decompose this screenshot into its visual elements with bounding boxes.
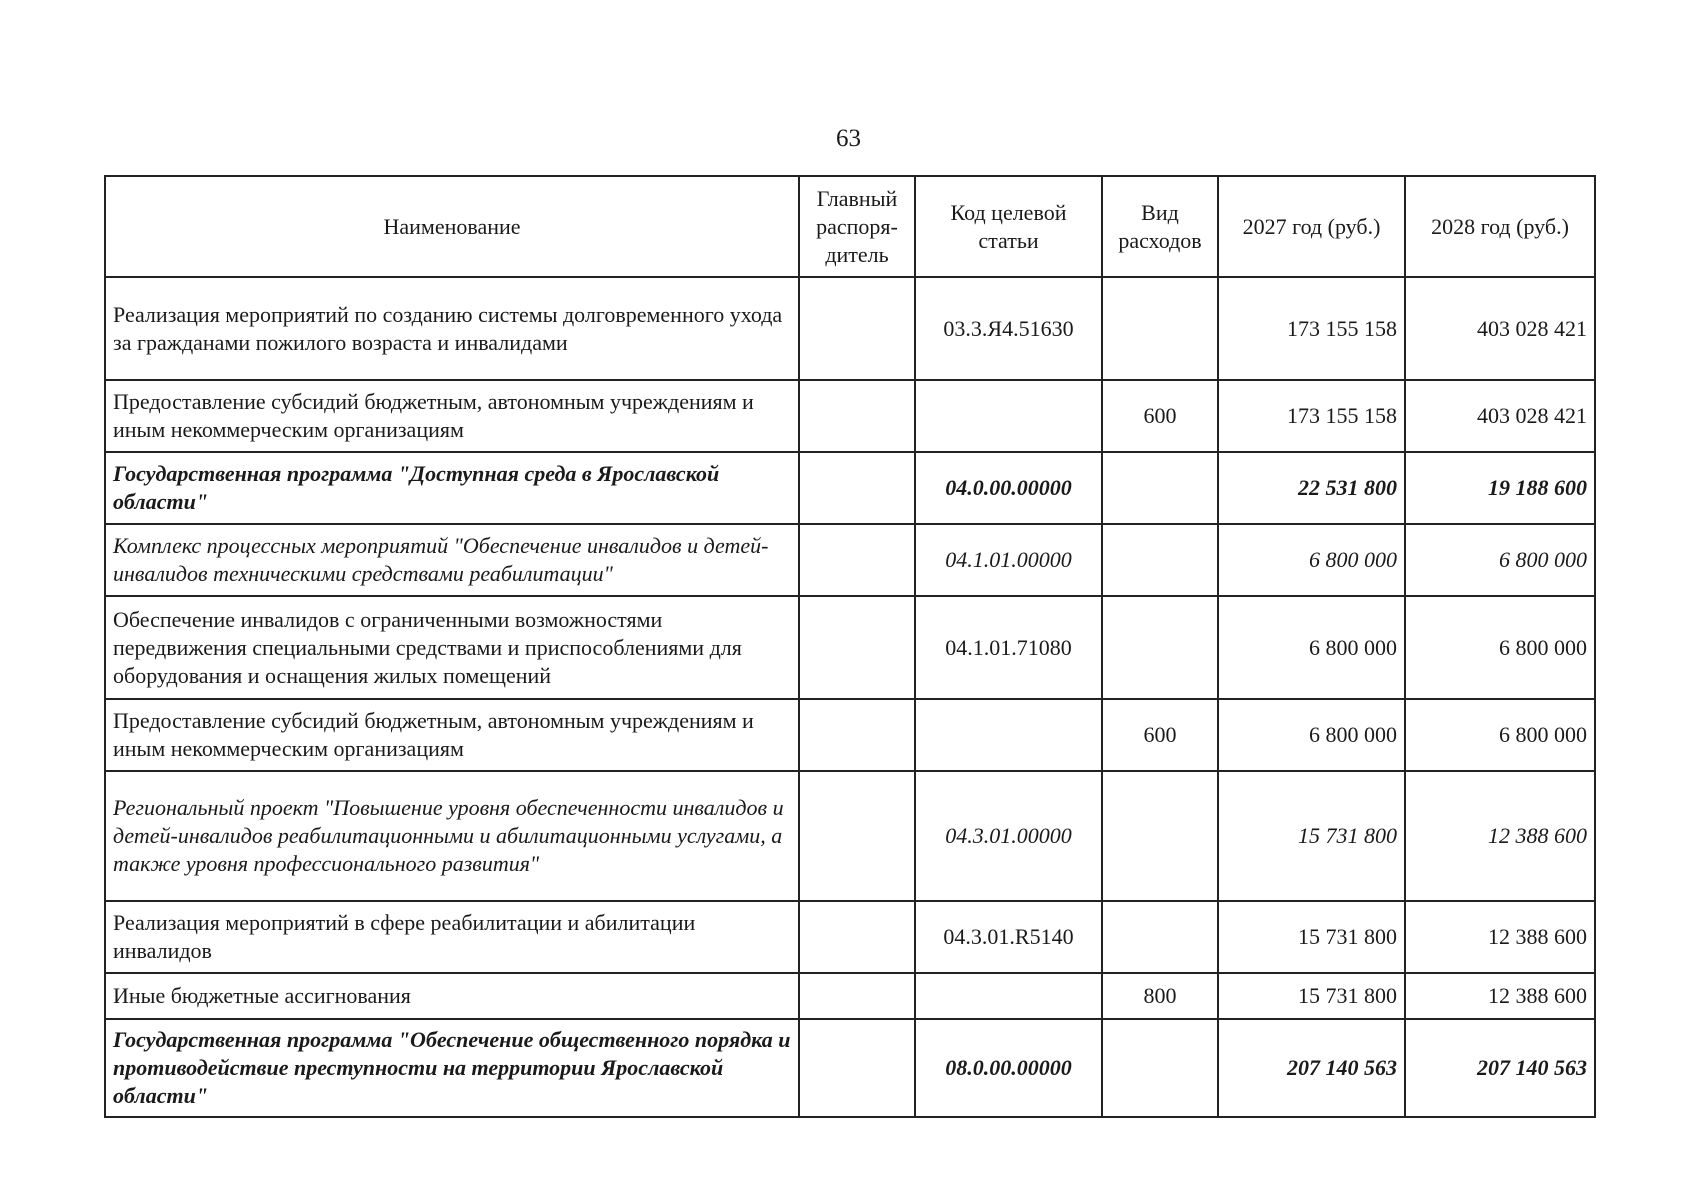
header-kind: Вид расходов (1102, 176, 1218, 277)
row-admin (799, 699, 915, 771)
row-code: 04.1.01.71080 (915, 596, 1102, 699)
row-kind: 600 (1102, 699, 1218, 771)
row-2028: 6 800 000 (1405, 699, 1595, 771)
row-2027: 207 140 563 (1218, 1019, 1405, 1117)
row-kind (1102, 524, 1218, 596)
row-kind (1102, 596, 1218, 699)
table-row (105, 771, 1595, 901)
row-kind (1102, 901, 1218, 973)
row-2027: 15 731 800 (1218, 973, 1405, 1019)
row-2028: 207 140 563 (1405, 1019, 1595, 1117)
row-admin (799, 973, 915, 1019)
row-code: 03.3.Я4.51630 (915, 277, 1102, 380)
table-row (105, 973, 1595, 1019)
row-2027: 6 800 000 (1218, 524, 1405, 596)
row-2027: 173 155 158 (1218, 380, 1405, 452)
table-row (105, 452, 1595, 524)
row-kind: 600 (1102, 380, 1218, 452)
page-number: 63 (836, 125, 861, 152)
row-code: 04.0.00.00000 (915, 452, 1102, 524)
row-admin (799, 1019, 915, 1117)
row-admin (799, 524, 915, 596)
row-name: Предоставление субсидий бюджетным, автономным учреждениям и иным некоммерческим организациям (105, 699, 799, 771)
row-2028: 6 800 000 (1405, 596, 1595, 699)
row-kind (1102, 452, 1218, 524)
row-kind: 800 (1102, 973, 1218, 1019)
table-row (105, 596, 1595, 699)
row-2027: 173 155 158 (1218, 277, 1405, 380)
table-row (105, 1019, 1595, 1117)
row-admin (799, 771, 915, 901)
table-row (105, 380, 1595, 452)
budget-table (104, 175, 1596, 1118)
row-name: Иные бюджетные ассигнования (105, 973, 799, 1019)
row-admin (799, 596, 915, 699)
table-row (105, 524, 1595, 596)
header-name: Наименование (105, 176, 799, 277)
row-admin (799, 452, 915, 524)
row-kind (1102, 1019, 1218, 1117)
row-name: Региональный проект "Повышение уровня обеспеченности инвалидов и детей-инвалидов реабилитационными и абилитационными услугами, а также уровня профессионального развития" (105, 771, 799, 901)
row-kind (1102, 771, 1218, 901)
row-2028: 403 028 421 (1405, 380, 1595, 452)
table-row (105, 901, 1595, 973)
row-name: Реализация мероприятий в сфере реабилитации и абилитации инвалидов (105, 901, 799, 973)
table-header-row (105, 176, 1595, 277)
row-admin (799, 380, 915, 452)
row-code (915, 699, 1102, 771)
row-2028: 403 028 421 (1405, 277, 1595, 380)
row-name: Предоставление субсидий бюджетным, автономным учреждениям и иным некоммерческим организациям (105, 380, 799, 452)
row-name: Обеспечение инвалидов с ограниченными возможностями передвижения специальными средствами и приспособлениями для оборудования и оснащения жилых помещений (105, 596, 799, 699)
row-code: 04.3.01.R5140 (915, 901, 1102, 973)
row-name: Реализация мероприятий по созданию системы долговременного ухода за гражданами пожилого возраста и инвалидами (105, 277, 799, 380)
row-2027: 6 800 000 (1218, 699, 1405, 771)
row-2027: 22 531 800 (1218, 452, 1405, 524)
row-code: 04.1.01.00000 (915, 524, 1102, 596)
row-2028: 12 388 600 (1405, 901, 1595, 973)
row-2028: 19 188 600 (1405, 452, 1595, 524)
row-2028: 6 800 000 (1405, 524, 1595, 596)
row-code: 08.0.00.00000 (915, 1019, 1102, 1117)
row-code (915, 380, 1102, 452)
row-name: Государственная программа "Доступная среда в Ярославской области" (105, 452, 799, 524)
table-row (105, 277, 1595, 380)
row-name: Государственная программа "Обеспечение общественного порядка и противодействие преступности на территории Ярославской области" (105, 1019, 799, 1117)
row-kind (1102, 277, 1218, 380)
table-row (105, 699, 1595, 771)
row-code: 04.3.01.00000 (915, 771, 1102, 901)
row-code (915, 973, 1102, 1019)
row-2027: 15 731 800 (1218, 771, 1405, 901)
row-2028: 12 388 600 (1405, 771, 1595, 901)
header-2027: 2027 год (руб.) (1218, 176, 1405, 277)
row-2028: 12 388 600 (1405, 973, 1595, 1019)
header-2028: 2028 год (руб.) (1405, 176, 1595, 277)
header-admin: Главный распоря-дитель (799, 176, 915, 277)
row-admin (799, 277, 915, 380)
row-2027: 6 800 000 (1218, 596, 1405, 699)
header-code: Код целевой статьи (915, 176, 1102, 277)
row-admin (799, 901, 915, 973)
row-name: Комплекс процессных мероприятий "Обеспечение инвалидов и детей-инвалидов техническими средствами реабилитации" (105, 524, 799, 596)
row-2027: 15 731 800 (1218, 901, 1405, 973)
